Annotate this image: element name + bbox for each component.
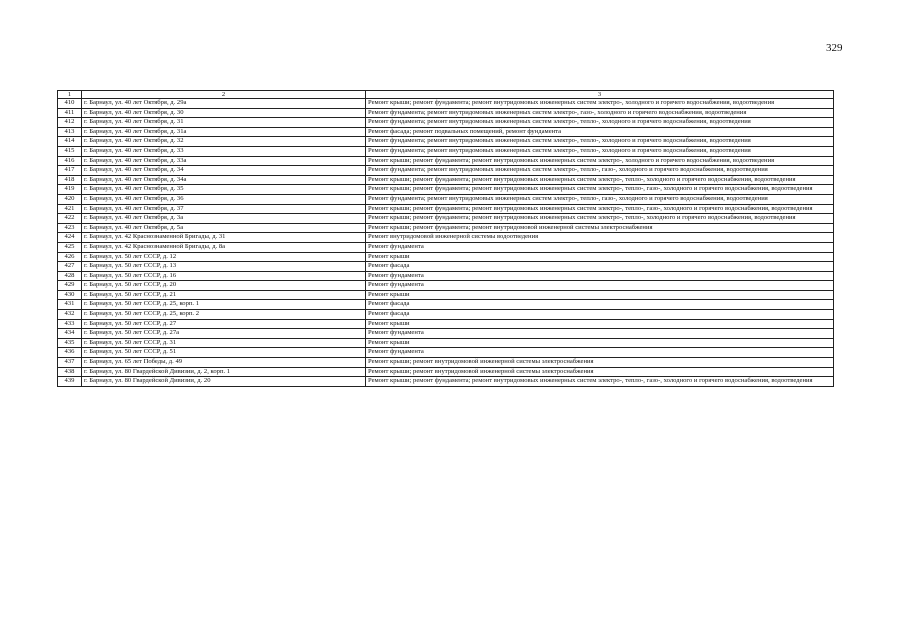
table-row xyxy=(58,223,834,233)
row-number: 419 xyxy=(58,185,82,195)
row-address: г. Барнаул, ул. 42 Краснознаменной Бригады, д. 31 xyxy=(82,233,366,243)
row-number: 420 xyxy=(58,194,82,204)
row-address: г. Барнаул, ул. 50 лет СССР, д. 20 xyxy=(82,281,366,291)
row-address: г. Барнаул, ул. 80 Гвардейской Дивизии, д. 2, корп. 1 xyxy=(82,367,366,377)
row-address: г. Барнаул, ул. 40 лет Октября, д. 32 xyxy=(82,137,366,147)
column-header-works: 3 xyxy=(366,91,834,99)
table-row xyxy=(58,214,834,224)
row-address: г. Барнаул, ул. 40 лет Октября, д. 37 xyxy=(82,204,366,214)
row-number: 425 xyxy=(58,242,82,252)
column-header-number: 1 xyxy=(58,91,82,99)
row-number: 435 xyxy=(58,338,82,348)
row-works: Ремонт крыши; ремонт фундамента; ремонт внутридомовых инженерных систем электро-, тепло-, газо-, холодного и горячего водоснабжения, водоотведения xyxy=(366,204,834,214)
table-row xyxy=(58,118,834,128)
row-number: 423 xyxy=(58,223,82,233)
row-address: г. Барнаул, ул. 50 лет СССР, д. 31 xyxy=(82,338,366,348)
table-row xyxy=(58,290,834,300)
row-works: Ремонт фундамента xyxy=(366,348,834,358)
row-works: Ремонт крыши; ремонт внутридомовой инженерной системы электроснабжения xyxy=(366,358,834,368)
row-works: Ремонт крыши; ремонт фундамента; ремонт внутридомовых инженерных систем электро-, тепло-, холодного и горячего водоснабжения, водоотведения xyxy=(366,175,834,185)
row-number: 431 xyxy=(58,300,82,310)
row-number: 428 xyxy=(58,271,82,281)
row-works: Ремонт крыши; ремонт фундамента; ремонт внутридомовых инженерных систем электро-, холодного и горячего водоснабжения, водоотведения xyxy=(366,99,834,109)
row-address: г. Барнаул, ул. 40 лет Октября, д. 36 xyxy=(82,194,366,204)
row-address: г. Барнаул, ул. 40 лет Октября, д. 35 xyxy=(82,185,366,195)
row-address: г. Барнаул, ул. 50 лет СССР, д. 25, корп. 1 xyxy=(82,300,366,310)
table-row xyxy=(58,377,834,387)
table-row xyxy=(58,108,834,118)
row-number: 436 xyxy=(58,348,82,358)
row-address: г. Барнаул, ул. 50 лет СССР, д. 16 xyxy=(82,271,366,281)
row-number: 432 xyxy=(58,310,82,320)
table-row xyxy=(58,194,834,204)
row-works: Ремонт крыши; ремонт фундамента; ремонт внутридомовых инженерных систем электро-, холодного и горячего водоснабжения, водоотведения xyxy=(366,156,834,166)
row-number: 438 xyxy=(58,367,82,377)
row-address: г. Барнаул, ул. 40 лет Октября, д. 34 xyxy=(82,166,366,176)
row-number: 413 xyxy=(58,127,82,137)
row-address: г. Барнаул, ул. 50 лет СССР, д. 25, корп. 2 xyxy=(82,310,366,320)
row-number: 415 xyxy=(58,146,82,156)
row-works: Ремонт крыши; ремонт фундамента; ремонт внутридомовых инженерных систем электро-, тепло-, газо-, холодного и горячего водоснабжения, водоотведения xyxy=(366,185,834,195)
row-address: г. Барнаул, ул. 42 Краснознаменной Бригады, д. 8а xyxy=(82,242,366,252)
table-row xyxy=(58,348,834,358)
table-row xyxy=(58,252,834,262)
table-body xyxy=(58,99,834,387)
row-works: Ремонт фундамента; ремонт внутридомовых инженерных систем электро-, тепло-, холодного и горячего водоснабжения, водоотведения xyxy=(366,146,834,156)
row-number: 430 xyxy=(58,290,82,300)
row-address: г. Барнаул, ул. 50 лет СССР, д. 27а xyxy=(82,329,366,339)
row-address: г. Барнаул, ул. 50 лет СССР, д. 13 xyxy=(82,262,366,272)
table-header-row xyxy=(58,91,834,99)
row-number: 421 xyxy=(58,204,82,214)
row-works: Ремонт фасада; ремонт подвальных помещений, ремонт фундамента xyxy=(366,127,834,137)
row-works: Ремонт крыши xyxy=(366,338,834,348)
page-number: 329 xyxy=(826,42,843,54)
table-row xyxy=(58,367,834,377)
row-number: 433 xyxy=(58,319,82,329)
table-row xyxy=(58,338,834,348)
row-works: Ремонт фундамента xyxy=(366,281,834,291)
row-works: Ремонт фундамента; ремонт внутридомовых инженерных систем электро-, тепло-, газо-, холодного и горячего водоснабжения, водоотведения xyxy=(366,194,834,204)
table-row xyxy=(58,204,834,214)
row-address: г. Барнаул, ул. 40 лет Октября, д. 30 xyxy=(82,108,366,118)
row-address: г. Барнаул, ул. 50 лет СССР, д. 21 xyxy=(82,290,366,300)
row-works: Ремонт крыши xyxy=(366,319,834,329)
table-row xyxy=(58,310,834,320)
row-works: Ремонт фундамента; ремонт внутридомовых инженерных систем электро-, тепло-, холодного и горячего водоснабжения, водоотведения xyxy=(366,118,834,128)
row-number: 410 xyxy=(58,99,82,109)
row-address: г. Барнаул, ул. 80 Гвардейской Дивизии, д. 20 xyxy=(82,377,366,387)
row-address: г. Барнаул, ул. 40 лет Октября, д. 31а xyxy=(82,127,366,137)
row-address: г. Барнаул, ул. 40 лет Октября, д. 29а xyxy=(82,99,366,109)
table-row xyxy=(58,319,834,329)
row-address: г. Барнаул, ул. 50 лет СССР, д. 27 xyxy=(82,319,366,329)
row-works: Ремонт внутридомовой инженерной системы водоотведения xyxy=(366,233,834,243)
table-row xyxy=(58,127,834,137)
row-works: Ремонт крыши xyxy=(366,290,834,300)
row-works: Ремонт крыши; ремонт фундамента; ремонт внутридомовых инженерных систем электро-, тепло-, газо-, холодного и горячего водоснабжения, водоотведения xyxy=(366,377,834,387)
row-number: 416 xyxy=(58,156,82,166)
table-row xyxy=(58,281,834,291)
row-number: 414 xyxy=(58,137,82,147)
row-number: 422 xyxy=(58,214,82,224)
row-number: 426 xyxy=(58,252,82,262)
row-address: г. Барнаул, ул. 40 лет Октября, д. 5а xyxy=(82,223,366,233)
row-works: Ремонт фундамента; ремонт внутридомовых инженерных систем электро-, тепло-, холодного и горячего водоснабжения, водоотведения xyxy=(366,137,834,147)
row-works: Ремонт крыши; ремонт фундамента; ремонт внутридомовой инженерной системы электроснабжения xyxy=(366,223,834,233)
row-number: 418 xyxy=(58,175,82,185)
row-number: 412 xyxy=(58,118,82,128)
row-address: г. Барнаул, ул. 50 лет СССР, д. 51 xyxy=(82,348,366,358)
table-row xyxy=(58,242,834,252)
table-row xyxy=(58,329,834,339)
table-row xyxy=(58,137,834,147)
row-works: Ремонт крыши xyxy=(366,252,834,262)
row-number: 437 xyxy=(58,358,82,368)
table-row xyxy=(58,166,834,176)
row-address: г. Барнаул, ул. 40 лет Октября, д. 31 xyxy=(82,118,366,128)
row-works: Ремонт крыши; ремонт внутридомовой инженерной системы электроснабжения xyxy=(366,367,834,377)
table-row xyxy=(58,233,834,243)
row-number: 439 xyxy=(58,377,82,387)
row-works: Ремонт крыши; ремонт фундамента; ремонт внутридомовых инженерных систем электро-, тепло-, холодного и горячего водоснабжения, водоотведения xyxy=(366,214,834,224)
table-row xyxy=(58,262,834,272)
table-row xyxy=(58,271,834,281)
row-address: г. Барнаул, ул. 40 лет Октября, д. 34а xyxy=(82,175,366,185)
table-row xyxy=(58,300,834,310)
buildings-table xyxy=(57,90,834,387)
row-works: Ремонт фасада xyxy=(366,300,834,310)
row-number: 417 xyxy=(58,166,82,176)
row-address: г. Барнаул, ул. 40 лет Октября, д. 33 xyxy=(82,146,366,156)
table-row xyxy=(58,185,834,195)
row-works: Ремонт фундамента; ремонт внутридомовых инженерных систем электро-, газо-, холодного и горячего водоснабжения, водоотведения xyxy=(366,108,834,118)
row-address: г. Барнаул, ул. 40 лет Октября, д. 3а xyxy=(82,214,366,224)
row-works: Ремонт фундамента xyxy=(366,242,834,252)
row-number: 429 xyxy=(58,281,82,291)
row-address: г. Барнаул, ул. 65 лет Победы, д. 49 xyxy=(82,358,366,368)
row-number: 427 xyxy=(58,262,82,272)
row-number: 411 xyxy=(58,108,82,118)
table-row xyxy=(58,175,834,185)
column-header-address: 2 xyxy=(82,91,366,99)
row-number: 424 xyxy=(58,233,82,243)
table-row xyxy=(58,358,834,368)
table-row xyxy=(58,146,834,156)
row-address: г. Барнаул, ул. 50 лет СССР, д. 12 xyxy=(82,252,366,262)
row-works: Ремонт фасада xyxy=(366,310,834,320)
row-works: Ремонт фасада xyxy=(366,262,834,272)
row-address: г. Барнаул, ул. 40 лет Октября, д. 33а xyxy=(82,156,366,166)
table-row xyxy=(58,99,834,109)
row-number: 434 xyxy=(58,329,82,339)
table-row xyxy=(58,156,834,166)
row-works: Ремонт фундамента xyxy=(366,329,834,339)
row-works: Ремонт фундамента; ремонт внутридомовых инженерных систем электро-, тепло-, газо-, холодного и горячего водоснабжения, водоотведения xyxy=(366,166,834,176)
row-works: Ремонт фундамента xyxy=(366,271,834,281)
